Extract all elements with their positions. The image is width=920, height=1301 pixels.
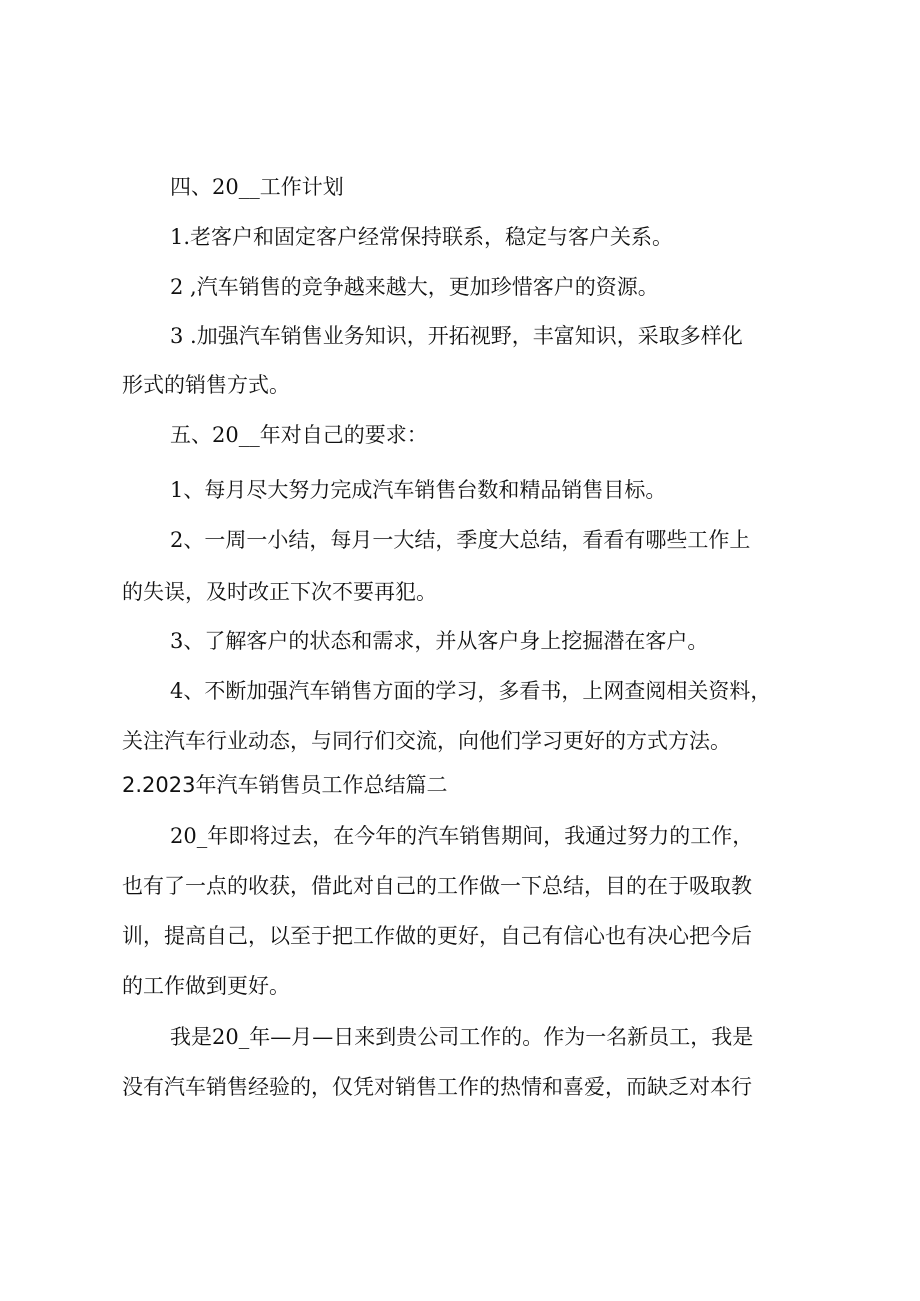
requirement-item-1: 1、每月尽大努力完成汽车销售台数和精品销售目标。 <box>170 478 667 502</box>
requirement-item-3: 3、了解客户的状态和需求，并从客户身上挖掘潜在客户。 <box>170 629 709 653</box>
requirement-item-2: 2、一周一小结，每月一大结，季度大总结，看看有哪些工作上 <box>170 528 751 552</box>
paragraph1-line-1: 20_年即将过去，在今年的汽车销售期间，我通过努力的工作， <box>170 824 754 848</box>
paragraph1-line-2: 也有了一点的收获，借此对自己的工作做一下总结，目的在于吸取教 <box>122 874 752 898</box>
requirements-heading: 五、20__年对自己的要求： <box>170 423 428 447</box>
plan-item-2: 2 ,汽车销售的竞争越来越大，更加珍惜客户的资源。 <box>170 275 659 299</box>
plan-item-3: 3 .加强汽车销售业务知识，开拓视野，丰富知识，采取多样化 <box>170 324 743 348</box>
paragraph1-line-3: 训，提高自己，以至于把工作做的更好，自己有信心也有决心把今后 <box>122 924 752 948</box>
requirement-item-4: 4、不断加强汽车销售方面的学习，多看书，上网查阅相关资料， <box>170 679 772 703</box>
paragraph2-line-1: 我是20_年—月—日来到贵公司工作的。作为一名新员工，我是 <box>170 1025 754 1049</box>
plan-item-1: 1.老客户和固定客户经常保持联系，稳定与客户关系。 <box>170 225 674 249</box>
section-title: 2.2023年汽车销售员工作总结篇二 <box>122 773 448 797</box>
paragraph1-line-4: 的工作做到更好。 <box>122 974 290 998</box>
requirement-item-4-continued: 关注汽车行业动态，与同行们交流，向他们学习更好的方式方法。 <box>122 729 731 753</box>
plan-heading: 四、20__工作计划 <box>170 175 344 199</box>
requirement-item-2-continued: 的失误，及时改正下次不要再犯。 <box>122 580 437 604</box>
paragraph2-line-2: 没有汽车销售经验的，仅凭对销售工作的热情和喜爱，而缺乏对本行 <box>122 1075 752 1099</box>
plan-item-3-continued: 形式的销售方式。 <box>122 373 290 397</box>
